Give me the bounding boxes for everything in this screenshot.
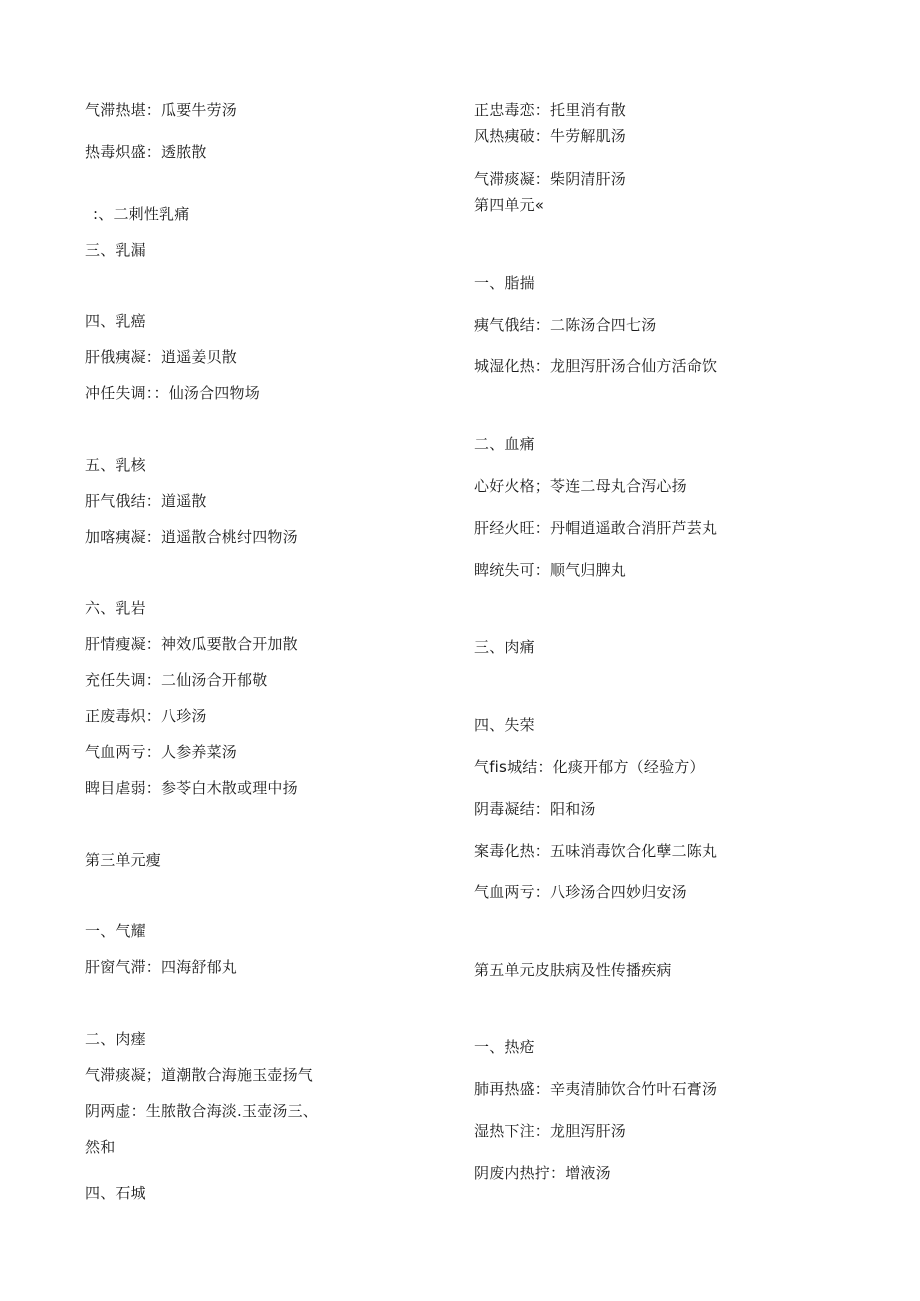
right-line-11: 睥统失可：顺气归脾丸 (474, 561, 627, 579)
section-heading-rou-ying: 二、肉瘗 (85, 1030, 146, 1048)
section-heading-rou-liu: 三、肉痛 (474, 638, 535, 656)
right-line-3: 气滞痰凝：柴阴清肝汤 (474, 170, 627, 188)
left-line-14: 正废毒炽：八珍汤 (85, 707, 207, 725)
right-line-1: 正忠毒恋：托里消有散 (474, 101, 627, 119)
right-line-20: 肺再热盛：辛夷清肺饮合竹叶石膏汤 (474, 1080, 718, 1098)
left-line-1: 气滞热堪：瓜要牛劳汤 (85, 101, 238, 119)
left-line-21: 气滞痰凝；道潮散合海施玉壶扬气 (85, 1066, 314, 1084)
section-heading-ru-ai: 四、乳癌 (85, 312, 146, 330)
right-line-10: 肝经火旺：丹帽逍遥敢合消肝芦芸丸 (474, 519, 718, 537)
section-heading-re-chuang: 一、热疮 (474, 1038, 535, 1056)
right-line-22: 阴废内热拧：增液汤 (474, 1164, 611, 1182)
unit-heading-4: 第四单元« (474, 196, 545, 214)
left-line-23: 然和 (85, 1138, 116, 1156)
right-line-14: 气fis城结：化痰开郁方（经验方） (474, 758, 705, 776)
right-line-9: 心好火格；苓连二母丸合泻心扬 (474, 477, 687, 495)
right-line-17: 气血两亏：八珍汤合四妙归安汤 (474, 883, 687, 901)
section-heading-ru-he: 五、乳核 (85, 456, 146, 474)
section-heading-ru-lou: 三、乳漏 (85, 241, 146, 259)
right-line-2: 风热痍破：牛劳解肌汤 (474, 127, 627, 145)
left-line-15: 气血两亏：人参养菜汤 (85, 743, 238, 761)
left-line-3: :、二刺性乳痛 (93, 205, 190, 223)
section-heading-shi-ying: 四、石城 (85, 1184, 146, 1202)
left-line-13: 充任失调：二仙汤合开郁敬 (85, 671, 268, 689)
left-line-2: 热毒炽盛：透脓散 (85, 143, 207, 161)
left-line-22: 阴两虚：生脓散合海淡.玉壶汤三、 (85, 1102, 318, 1120)
right-line-21: 湿热下注：龙胆泻肝汤 (474, 1122, 627, 1140)
left-line-12: 肝情瘦凝：神效瓜要散合开加散 (85, 635, 298, 653)
right-line-6: 痍气俄结：二陈汤合四七汤 (474, 316, 657, 334)
left-line-7: 冲任失调：：仙汤合四物场 (85, 384, 260, 402)
right-line-7: 城湿化热：龙胆泻肝汤合仙方活命饮 (474, 357, 718, 375)
left-line-9: 肝气俄结：道遥散 (85, 492, 207, 510)
left-line-6: 肝俄痍凝：逍遥姜贝散 (85, 348, 238, 366)
unit-heading-5: 第五单元皮肤病及性传播疾病 (474, 961, 672, 979)
right-line-16: 案毒化热：五味消毒饮合化孽二陈丸 (474, 842, 718, 860)
section-heading-ru-yan: 六、乳岩 (85, 599, 146, 617)
left-line-16: 睥目虐弱：参苓白木散或理中扬 (85, 779, 298, 797)
right-line-15: 阴毒凝结：阳和汤 (474, 800, 596, 818)
left-line-10: 加喀痍凝：逍遥散合桃纣四物汤 (85, 528, 298, 546)
section-heading-xue-liu: 二、血痛 (474, 435, 535, 453)
section-heading-qi-ying: 一、气耀 (85, 922, 146, 940)
unit-heading-3: 第三单元瘦 (85, 851, 162, 869)
left-line-19: 肝窗气滞：四海舒郁丸 (85, 958, 238, 976)
section-heading-zhi-liu: 一、脂揣 (474, 274, 535, 292)
section-heading-shi-rong: 四、失荣 (474, 716, 535, 734)
